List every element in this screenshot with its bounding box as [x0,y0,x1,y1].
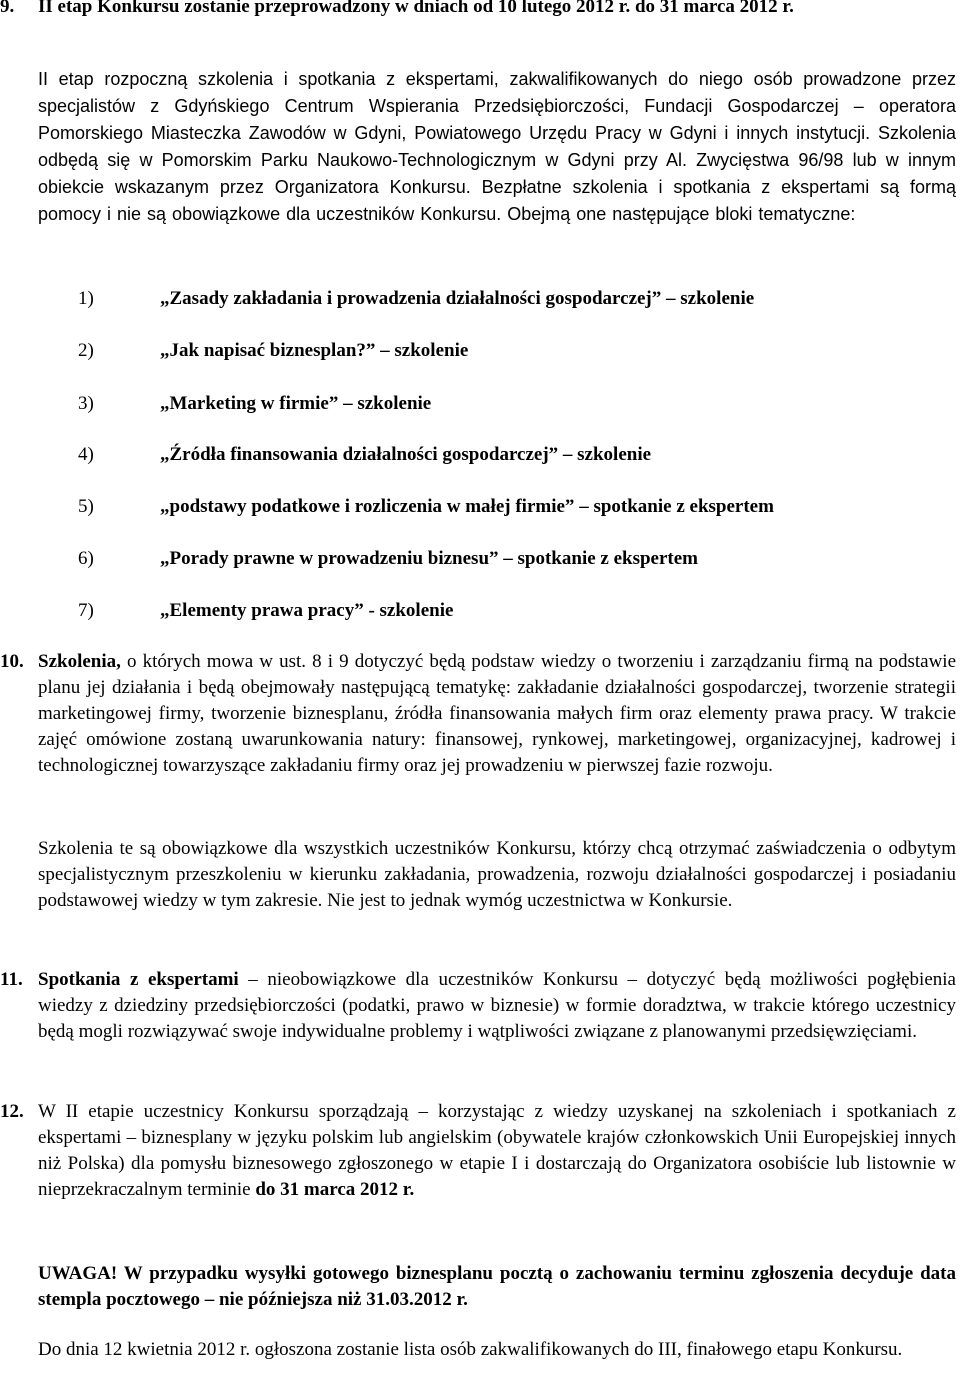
list-item-kind: szkolenie [357,393,432,414]
list-item-dash: – [503,548,513,569]
list-item [78,287,754,311]
section-11-text: – nieobowiązkowe dla uczestników Konkursu – dotyczyć będą możliwości pogłębienia wiedzy z dziedziny przedsiębiorczości (podatki, prawo w biznesie) w formie doradztwa, w trakcie którego uczestnicy będą mogli rozwiązywać swoje indywidualne problemy i wątpliwości związane z planowanymi przedsięwzięciami. [38,969,956,1042]
section-10-para-2: Szkolenia te są obowiązkowe dla wszystkich uczestników Konkursu, którzy chcą otrzymać zaświadczenia o odbytym specjalistycznym przeszkoleniu w kierunku zakładania, prowadzenia, rozwoju działalności gospodarczej i posiadaniu podstawowej wiedzy w tym zakresie. Nie jest to jednak wymóg uczestnictwa w Konkursie. [38,838,956,911]
list-item-title: „Jak napisać biznesplan?” [160,340,376,361]
list-item-dash: – [666,288,676,309]
list-item-number: 7) [78,600,94,621]
section-12-body [38,1099,956,1203]
list-item-number: 6) [78,548,94,569]
list-item-number: 1) [78,288,94,309]
list-item-number: 5) [78,496,94,517]
section-9-number: 9. [0,0,15,17]
list-item-number: 3) [78,393,94,414]
section-12-deadline: do 31 marca 2012 r. [255,1179,415,1200]
list-item-number: 2) [78,340,94,361]
list-item-title: „Elementy prawa pracy” [160,600,364,621]
list-item-title: „Zasady zakładania i prowadzenia działalności gospodarczej” [160,288,662,309]
section-11-body [38,967,956,1045]
list-item-dash: – [579,496,589,517]
list-item-dash: - [368,600,375,621]
list-item [78,599,453,623]
list-item-kind: szkolenie [394,340,469,361]
list-item-title: „podstawy podatkowe i rozliczenia w małej firmie” [160,496,575,517]
section-9-para-sans: II etap rozpoczną szkolenia i spotkania z ekspertami, zakwalifikowanych do niego osób prowadzone przez specjalistów z Gdyńskiego Centrum Wspierania Przedsiębiorczości, Fundacji Gospodarczej – operatora Pomorskiego Miasteczka Zawodów w Gdyni, Powiatowego Urzędu Pracy w Gdyni i innych instytucji. [38,69,956,143]
section-10-text: o których mowa w ust. 8 i 9 dotyczyć będą podstaw wiedzy o tworzeniu i zarządzaniu firmą na podstawie planu jej działania i będą obejmowały następującą tematykę: zakładanie działalności gospodarczej, tworzenie strategii marketingowej firmy, tworzenie biznesplanu, źródła finansowania małych firm oraz elementy prawa pracy. W trakcie zajęć omówione zostaną uwarunkowania natury: finansowej, rynkowej, marketingowej, organizacyjnej, kadrowej i technologicznej towarzyszące zakładaniu firmy oraz jej prowadzeniu w pierwszej fazie rozwoju. [38,651,956,776]
list-item [78,339,468,363]
section-11-lead: Spotkania z ekspertami [38,969,239,990]
list-item-kind: szkolenie [680,288,755,309]
final-note: Do dnia 12 kwietnia 2012 r. ogłoszona zostanie lista osób zakwalifikowanych do III, finałowego etapu Konkursu. [38,1339,903,1360]
list-item [78,443,651,467]
section-12-text: W II etapie uczestnicy Konkursu sporządzają – korzystając z wiedzy uzyskanej na szkoleniach i spotkaniach z ekspertami – biznesplany w języku polskim lub angielskim (obywatele krajów członkowskich Unii Europejskiej innych niż Polska) dla pomysłu biznesowego zgłoszonego w etapie I i dostarczają do Organizatora osobiście lub listownie w nieprzekraczalnym terminie [38,1101,956,1200]
list-item [78,547,698,571]
list-item-kind: spotkanie z ekspertem [517,548,698,569]
section-10-number: 10. [0,651,24,672]
list-item [78,392,431,416]
section-10-lead: Szkolenia, [38,651,121,672]
section-9-para-serif: Szkolenia odbędą się w Pomorskim Parku Naukowo-Technologicznym w Gdyni przy Al. Zwycięstwa 96/98 lub w innym obiekcie wskazanym przez Organizatora Konkursu. Bezpłatne szkolenia i spotkania z ekspertami są formą pomocy i nie są obowiązkowe dla uczestników Konkursu. Obejmą one następujące bloki tematyczne: [38,123,956,224]
section-12-number: 12. [0,1101,24,1122]
section-9-heading: II etap Konkursu zostanie przeprowadzony w dniach od 10 lutego 2012 r. do 31 marca 2012 r. [38,0,794,17]
list-item-dash: – [343,393,353,414]
section-9-body [38,66,956,228]
list-item-kind: szkolenie [577,444,652,465]
list-item-title: „Źródła finansowania działalności gospodarczej” [160,444,559,465]
list-item-number: 4) [78,444,94,465]
list-item-kind: szkolenie [379,600,454,621]
list-item-title: „Porady prawne w prowadzeniu biznesu” [160,548,499,569]
list-item-dash: – [562,444,573,465]
list-item-title: „Marketing w firmie” [160,393,339,414]
list-item [78,495,774,519]
list-item-kind: spotkanie z ekspertem [593,496,774,517]
warning-note: UWAGA! W przypadku wysyłki gotowego biznesplanu pocztą o zachowaniu terminu zgłoszenia decyduje data stempla pocztowego – nie późniejsza niż 31.03.2012 r. [38,1263,956,1310]
list-item-dash: – [380,340,390,361]
section-10-body [38,649,956,779]
section-11-number: 11. [0,969,23,990]
